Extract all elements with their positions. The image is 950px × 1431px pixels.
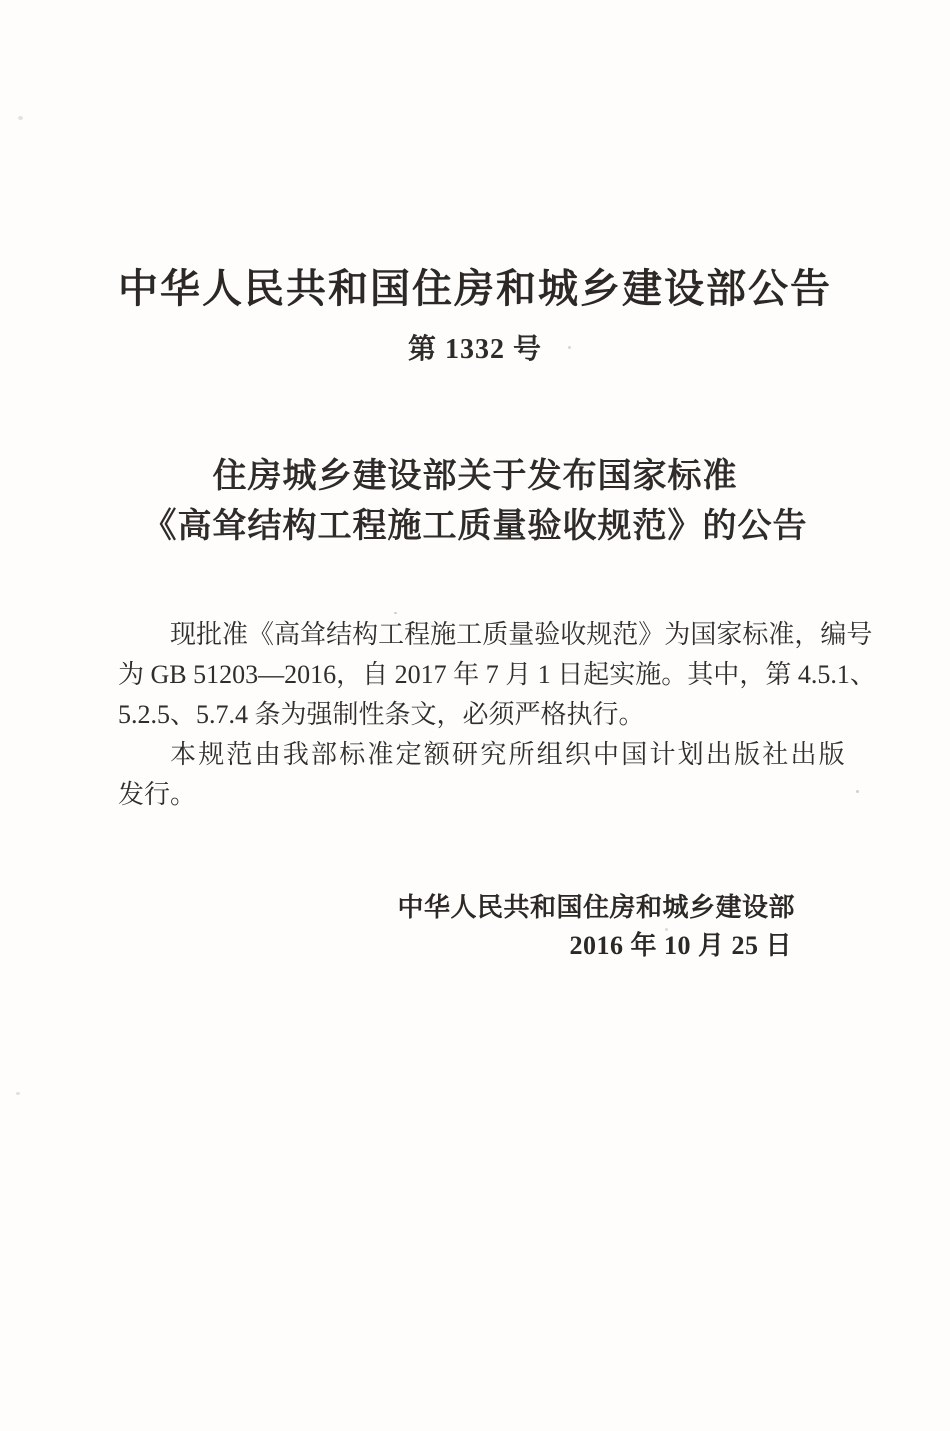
signature-issuer: 中华人民共和国住房和城乡建设部 — [397, 892, 795, 922]
announcement-title — [0, 452, 950, 552]
scan-speckle — [856, 790, 859, 793]
body-line: 为 GB 51203—2016 ， 自 2017 年 7 月 1 日 起 实 施 。 其 中 ， 第 4.5.1 、 — [118, 660, 876, 689]
announcement-title-line1: 住房城乡建设部关于发布国家标准 — [212, 458, 738, 495]
main-title: 中华人民共和国住房和城乡建设部公告 — [118, 266, 832, 311]
doc-number: 第 1332 号 — [407, 334, 542, 365]
signature-date: 2016 年 10 月 25 日 — [569, 931, 792, 960]
scan-speckle — [665, 928, 668, 931]
announcement-title-line2: 《高耸结构工程施工质量验收规范》的公告 — [142, 508, 808, 545]
scan-speckle — [18, 116, 23, 120]
scan-speckle — [394, 612, 397, 614]
scan-speckle — [16, 1092, 20, 1095]
body-line: 发行。 — [118, 780, 197, 809]
body-line: 5.2.5、5.7.4 条为强制性条文，必须严格执行。 — [118, 700, 645, 729]
body-text — [118, 615, 876, 815]
body-line: 现 批 准 《 高 耸 结 构 工 程 施 工 质 量 验 收 规 范 》 为 国 家 标 准 ， 编 号 — [170, 620, 873, 649]
scan-speckle — [568, 346, 571, 349]
body-line: 本 规 范 由 我 部 标 准 定 额 研 究 所 组 织 中 国 计 划 出 版 社 出 版 — [170, 740, 845, 769]
